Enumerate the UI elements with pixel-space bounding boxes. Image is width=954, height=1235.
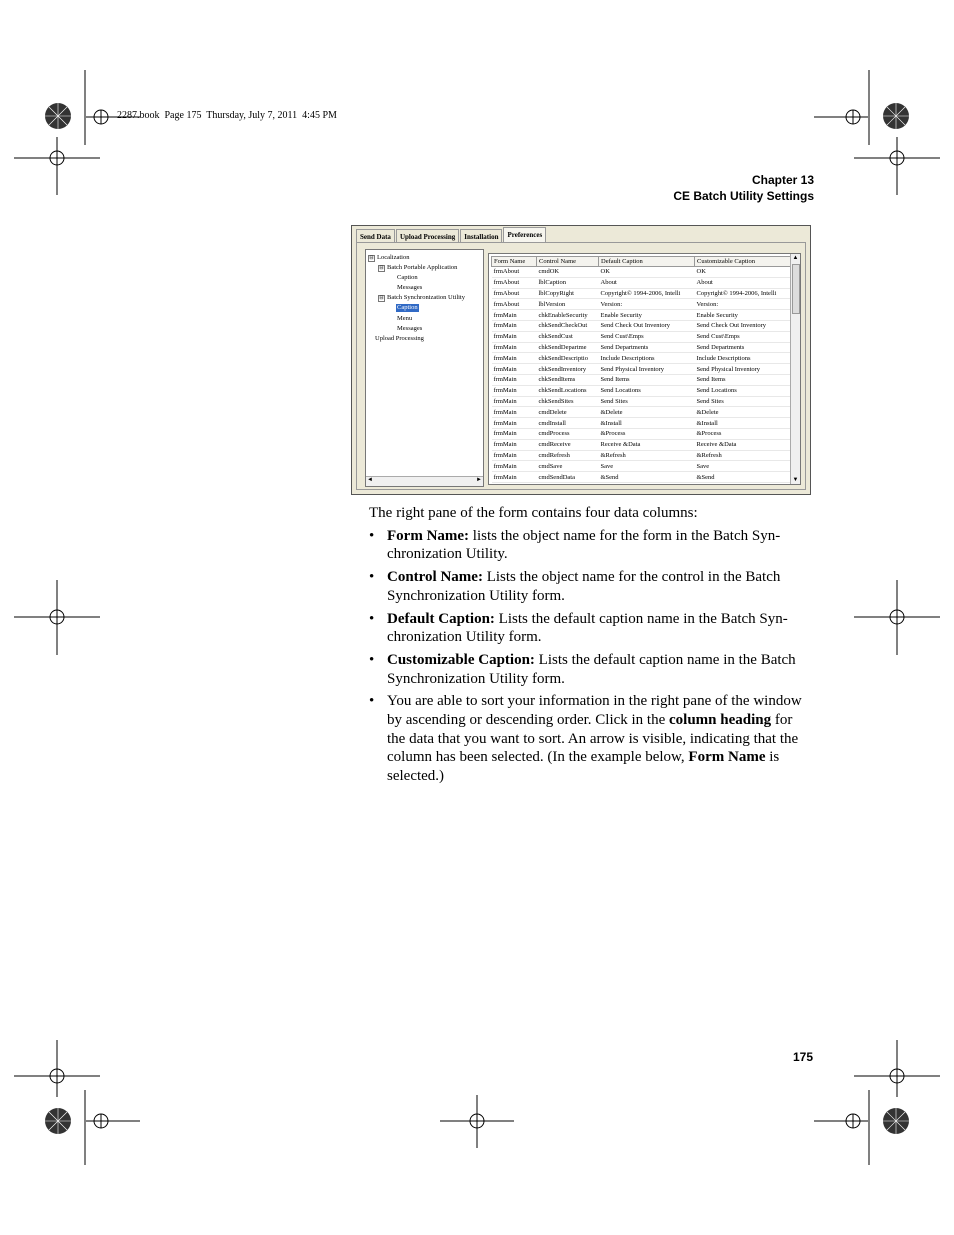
table-row[interactable]	[492, 396, 792, 407]
tab-strip	[356, 229, 547, 243]
table-cell: Send Departments	[599, 342, 695, 353]
table-cell: Receive &Data	[599, 439, 695, 450]
table-row[interactable]	[492, 418, 792, 429]
table-header-row	[492, 257, 792, 267]
list-item	[369, 651, 814, 688]
caption-grid	[488, 253, 801, 485]
table-cell: frmMain	[492, 342, 537, 353]
table-cell: cmdSave	[537, 461, 599, 472]
table-cell: chkSendCheckOut	[537, 320, 599, 331]
table-cell: chkSendDepartme	[537, 342, 599, 353]
table-cell: Send Check Out Inventory	[695, 320, 792, 331]
definition: lists the object name for the form in the Batch Syn-chronization Utility.	[387, 527, 781, 563]
tree-node-messages[interactable]: Messages	[397, 284, 423, 291]
table-cell: Send Sites	[599, 396, 695, 407]
collapse-icon[interactable]: ⊟	[379, 296, 384, 301]
column-header-form-name[interactable]: Form Name	[492, 257, 537, 267]
table-row[interactable]	[492, 374, 792, 385]
table-body	[492, 267, 792, 483]
table-cell: chkSendDescriptio	[537, 353, 599, 364]
table-cell: Send Cust\Emps	[599, 331, 695, 342]
table-cell: Version:	[695, 299, 792, 310]
table-row[interactable]	[492, 342, 792, 353]
tree-node-menu[interactable]: Menu	[397, 315, 413, 322]
page-number: 175	[793, 1050, 814, 1064]
table-cell: chkSendSites	[537, 396, 599, 407]
table-cell: Send Departments	[695, 342, 792, 353]
table-cell: cmdReceive	[537, 439, 599, 450]
tree-node-caption-selected[interactable]: Caption	[397, 304, 418, 311]
tree-node-batch-synchronization-utility[interactable]: Batch Synchronization Utility	[387, 294, 465, 301]
table-row[interactable]	[492, 364, 792, 375]
scroll-up-icon[interactable]: ▲	[792, 255, 799, 261]
sort-text: is selected.)	[387, 749, 780, 785]
table-cell: &Send	[695, 472, 792, 483]
column-header-control-name[interactable]: Control Name	[537, 257, 599, 267]
table-cell: Include Descriptions	[695, 353, 792, 364]
definition: Lists the default caption name in the Batch Synchronization Utility form.	[387, 651, 796, 687]
table-row[interactable]	[492, 353, 792, 364]
grid-vertical-scrollbar[interactable]	[790, 254, 800, 484]
table-cell: frmAbout	[492, 288, 537, 299]
table-cell: OK	[599, 267, 695, 278]
tree-node-upload-processing[interactable]: Upload Processing	[375, 335, 424, 342]
table-cell: frmMain	[492, 364, 537, 375]
table-cell: OK	[695, 267, 792, 278]
table-row[interactable]	[492, 407, 792, 418]
table-row[interactable]	[492, 277, 792, 288]
sort-text: for the data that you want to sort. An arrow is visible, indicating that the column has been selected. (In the example below,	[387, 712, 799, 766]
table-row[interactable]	[492, 299, 792, 310]
table-cell: Copyright© 1994-2006, Intelli	[695, 288, 792, 299]
term-default-caption: Default Caption:	[387, 610, 495, 627]
table-cell: Enable Security	[599, 310, 695, 321]
table-row[interactable]	[492, 428, 792, 439]
localization-tree	[365, 249, 484, 487]
column-header-default-caption[interactable]: Default Caption	[599, 257, 695, 267]
chapter-number: Chapter 13	[751, 173, 814, 187]
term-customizable-caption: Customizable Caption:	[387, 651, 535, 668]
table-cell: Save	[599, 461, 695, 472]
table-cell: frmMain	[492, 472, 537, 483]
tree-node-localization[interactable]: Localization	[377, 254, 410, 261]
definition: Lists the default caption name in the Batch Syn-chronization Utility form.	[387, 610, 788, 646]
term-form-name: Form Name:	[387, 527, 470, 544]
tab-send-data[interactable]: Send Data	[356, 229, 395, 244]
table-row[interactable]	[492, 385, 792, 396]
tree-horizontal-scrollbar[interactable]	[366, 476, 483, 486]
table-cell: Send Items	[695, 374, 792, 385]
tree-node-caption[interactable]: Caption	[397, 274, 418, 281]
table-cell: frmMain	[492, 418, 537, 429]
table-cell: Send Check Out Inventory	[599, 320, 695, 331]
collapse-icon[interactable]: ⊟	[369, 256, 374, 261]
table-cell: frmMain	[492, 461, 537, 472]
table-cell: frmAbout	[492, 267, 537, 278]
list-item	[369, 527, 814, 564]
bullet: •	[369, 651, 375, 668]
table-cell: frmMain	[492, 353, 537, 364]
list-item	[369, 692, 814, 786]
table-cell: frmMain	[492, 407, 537, 418]
table-cell: &Delete	[599, 407, 695, 418]
table-cell: Include Descriptions	[599, 353, 695, 364]
table-cell: cmdOK	[537, 267, 599, 278]
table-cell: chkSendInventory	[537, 364, 599, 375]
scroll-right-icon[interactable]: ►	[476, 477, 482, 483]
table-cell: chkSendCust	[537, 331, 599, 342]
table-cell: Send Physical Inventory	[599, 364, 695, 375]
tab-installation[interactable]: Installation	[460, 229, 502, 244]
table-cell: Version:	[599, 299, 695, 310]
bullet: •	[369, 569, 375, 586]
table-row[interactable]	[492, 331, 792, 342]
chapter-title: CE Batch Utility Settings	[673, 189, 814, 203]
table-cell: Enable Security	[695, 310, 792, 321]
body-text	[369, 504, 814, 790]
table-cell: &Install	[695, 418, 792, 429]
table-row[interactable]	[492, 267, 792, 278]
column-header-customizable-caption[interactable]: Customizable Caption	[695, 257, 792, 267]
table-row[interactable]	[492, 288, 792, 299]
bullet: •	[369, 693, 375, 710]
tree-node-batch-portable-application[interactable]: Batch Portable Application	[387, 264, 458, 271]
table-row[interactable]	[492, 310, 792, 321]
table-cell: cmdRefresh	[537, 450, 599, 461]
table-cell: frmMain	[492, 428, 537, 439]
term-column-heading: column heading	[669, 712, 772, 729]
table-cell: chkEnableSecurity	[537, 310, 599, 321]
table-cell: &Refresh	[695, 450, 792, 461]
scroll-down-icon[interactable]: ▼	[792, 477, 799, 483]
table-cell: Send Cust\Emps	[695, 331, 792, 342]
table-cell: &Process	[695, 428, 792, 439]
table-cell: cmdDelete	[537, 407, 599, 418]
intro-paragraph: The right pane of the form contains four data columns:	[369, 505, 698, 521]
table-cell: frmMain	[492, 450, 537, 461]
table-row[interactable]	[492, 461, 792, 472]
bullet: •	[369, 610, 375, 627]
definition: Lists the object name for the control in the Batch Synchronization Utility form.	[387, 569, 781, 604]
table-cell: frmAbout	[492, 299, 537, 310]
table-cell: &Send	[599, 472, 695, 483]
list-item	[369, 568, 814, 605]
table-cell: lblCopyRight	[537, 288, 599, 299]
table-cell: cmdSendData	[537, 472, 599, 483]
chapter-heading	[673, 172, 814, 204]
tab-panel	[356, 242, 806, 490]
table-cell: frmMain	[492, 331, 537, 342]
list-item	[369, 610, 814, 647]
table-cell: About	[599, 277, 695, 288]
tab-upload-processing[interactable]: Upload Processing	[396, 229, 459, 244]
sort-text: You are able to sort your information in the right pane of the window by ascending or descending order. Click in the	[387, 693, 802, 729]
preferences-window-screenshot	[351, 225, 811, 495]
table-cell: frmMain	[492, 396, 537, 407]
table-cell: &Delete	[695, 407, 792, 418]
table-cell: cmdProcess	[537, 428, 599, 439]
table-cell: Send Items	[599, 374, 695, 385]
table-row[interactable]	[492, 439, 792, 450]
table-row[interactable]	[492, 320, 792, 331]
table-cell: frmAbout	[492, 277, 537, 288]
table-cell: frmMain	[492, 439, 537, 450]
table-cell: lblVersion	[537, 299, 599, 310]
table-cell: frmMain	[492, 310, 537, 321]
table-cell: cmdInstall	[537, 418, 599, 429]
table-cell: Receive &Data	[695, 439, 792, 450]
table-cell: Send Locations	[695, 385, 792, 396]
table-cell: &Process	[599, 428, 695, 439]
table-cell: About	[695, 277, 792, 288]
term-control-name: Control Name:	[387, 569, 483, 586]
table-cell: chkSendLocations	[537, 385, 599, 396]
tree-node-messages[interactable]: Messages	[397, 325, 423, 332]
collapse-icon[interactable]: ⊟	[379, 266, 384, 271]
running-header: 2287.book Page 175 Thursday, July 7, 2011 4:45 PM	[117, 110, 337, 121]
table-cell: lblCaption	[537, 277, 599, 288]
table-cell: chkSendItems	[537, 374, 599, 385]
caption-table	[491, 256, 792, 483]
table-cell: Save	[695, 461, 792, 472]
scroll-left-icon[interactable]: ◄	[367, 477, 373, 483]
table-cell: frmMain	[492, 374, 537, 385]
table-cell: Copyright© 1994-2006, Intelli	[599, 288, 695, 299]
table-cell: Send Sites	[695, 396, 792, 407]
table-cell: frmMain	[492, 385, 537, 396]
table-cell: frmMain	[492, 320, 537, 331]
table-row[interactable]	[492, 472, 792, 483]
bullet: •	[369, 527, 375, 544]
tab-preferences[interactable]: Preferences	[503, 227, 546, 244]
table-row[interactable]	[492, 450, 792, 461]
table-cell: Send Locations	[599, 385, 695, 396]
table-cell: &Refresh	[599, 450, 695, 461]
term-form-name-ref: Form Name	[688, 749, 766, 766]
table-cell: &Install	[599, 418, 695, 429]
scroll-thumb[interactable]	[792, 264, 800, 314]
table-cell: Send Physical Inventory	[695, 364, 792, 375]
